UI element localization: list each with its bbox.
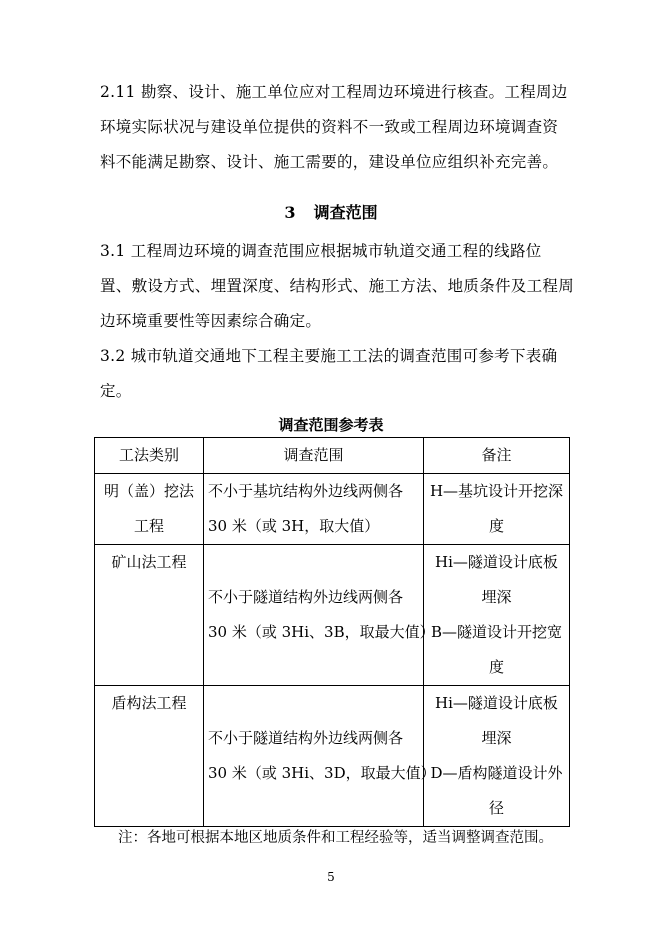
- cell-text: 度: [488, 517, 504, 535]
- paragraph-3-1: [100, 234, 575, 339]
- paragraph-2-11: [100, 75, 572, 180]
- note-cell: [424, 545, 570, 686]
- text-line: 定。: [100, 382, 132, 400]
- cell-text: Hi—隧道设计底板: [435, 694, 558, 712]
- cell-text: 埋深: [481, 588, 512, 606]
- method-cell: [95, 474, 204, 545]
- cell-text: 不小于基坑结构外边线两侧各: [208, 482, 404, 500]
- text-line: 3.2 城市轨道交通地下工程主要施工工法的调查范围可参考下表确: [100, 347, 558, 365]
- note-cell: [424, 686, 570, 827]
- header-note: 备注: [424, 438, 570, 474]
- cell-text: 工程: [133, 517, 164, 535]
- method-cell: [95, 545, 204, 686]
- cell-text: 矿山法工程: [111, 553, 187, 571]
- method-cell: [95, 686, 204, 827]
- reference-table: [94, 437, 570, 827]
- header-range: 调查范围: [204, 438, 424, 474]
- cell-text: 盾构法工程: [111, 694, 187, 712]
- cell-text: 30 米（或 3H，取大值）: [208, 517, 380, 535]
- table-header-row: [95, 438, 570, 474]
- text-line: 2.11 勘察、设计、施工单位应对工程周边环境进行核查。工程周边: [100, 83, 568, 101]
- table-row: [95, 545, 570, 686]
- range-cell: [204, 474, 424, 545]
- cell-text: 径: [488, 799, 504, 817]
- header-method: 工法类别: [95, 438, 204, 474]
- cell-text: B—隧道设计开挖宽: [430, 623, 563, 641]
- text-line: 料不能满足勘察、设计、施工需要的，建设单位应组织补充完善。: [100, 153, 559, 171]
- cell-text: 30 米（或 3Hi、3D，取最大值）: [208, 764, 436, 782]
- cell-text: 不小于隧道结构外边线两侧各: [208, 729, 404, 747]
- range-cell: [204, 545, 435, 686]
- note-cell: [424, 474, 570, 545]
- section-number: 3: [284, 203, 296, 222]
- paragraph-3-2: [100, 339, 572, 409]
- range-cell: [204, 686, 436, 827]
- cell-text: Hi—隧道设计底板: [435, 553, 558, 571]
- text-line: 置、敷设方式、埋置深度、结构形式、施工方法、地质条件及工程周: [100, 277, 575, 295]
- cell-text: 度: [488, 658, 504, 676]
- cell-text: 埋深: [481, 729, 512, 747]
- cell-text: H—基坑设计开挖深: [429, 482, 564, 500]
- page-number: 5: [327, 870, 335, 884]
- text-line: 3.1 工程周边环境的调查范围应根据城市轨道交通工程的线路位: [100, 242, 542, 260]
- section-title: [0, 198, 662, 228]
- text-line: 环境实际状况与建设单位提供的资料不一致或工程周边环境调查资: [100, 118, 559, 136]
- cell-text: D—盾构隧道设计外: [430, 764, 563, 782]
- table-title: 调查范围参考表: [278, 416, 384, 434]
- cell-text: 30 米（或 3Hi、3B，取最大值）: [208, 623, 435, 641]
- section-title-text: 调查范围: [313, 203, 378, 222]
- cell-text: 明（盖）挖法: [103, 482, 194, 500]
- text-line: 边环境重要性等因素综合确定。: [100, 312, 322, 330]
- table-row: [95, 686, 570, 827]
- table-note: 注：各地可根据本地区地质条件和工程经验等，适当调整调查范围。: [118, 830, 553, 846]
- table-row: [95, 474, 570, 545]
- cell-text: 不小于隧道结构外边线两侧各: [208, 588, 404, 606]
